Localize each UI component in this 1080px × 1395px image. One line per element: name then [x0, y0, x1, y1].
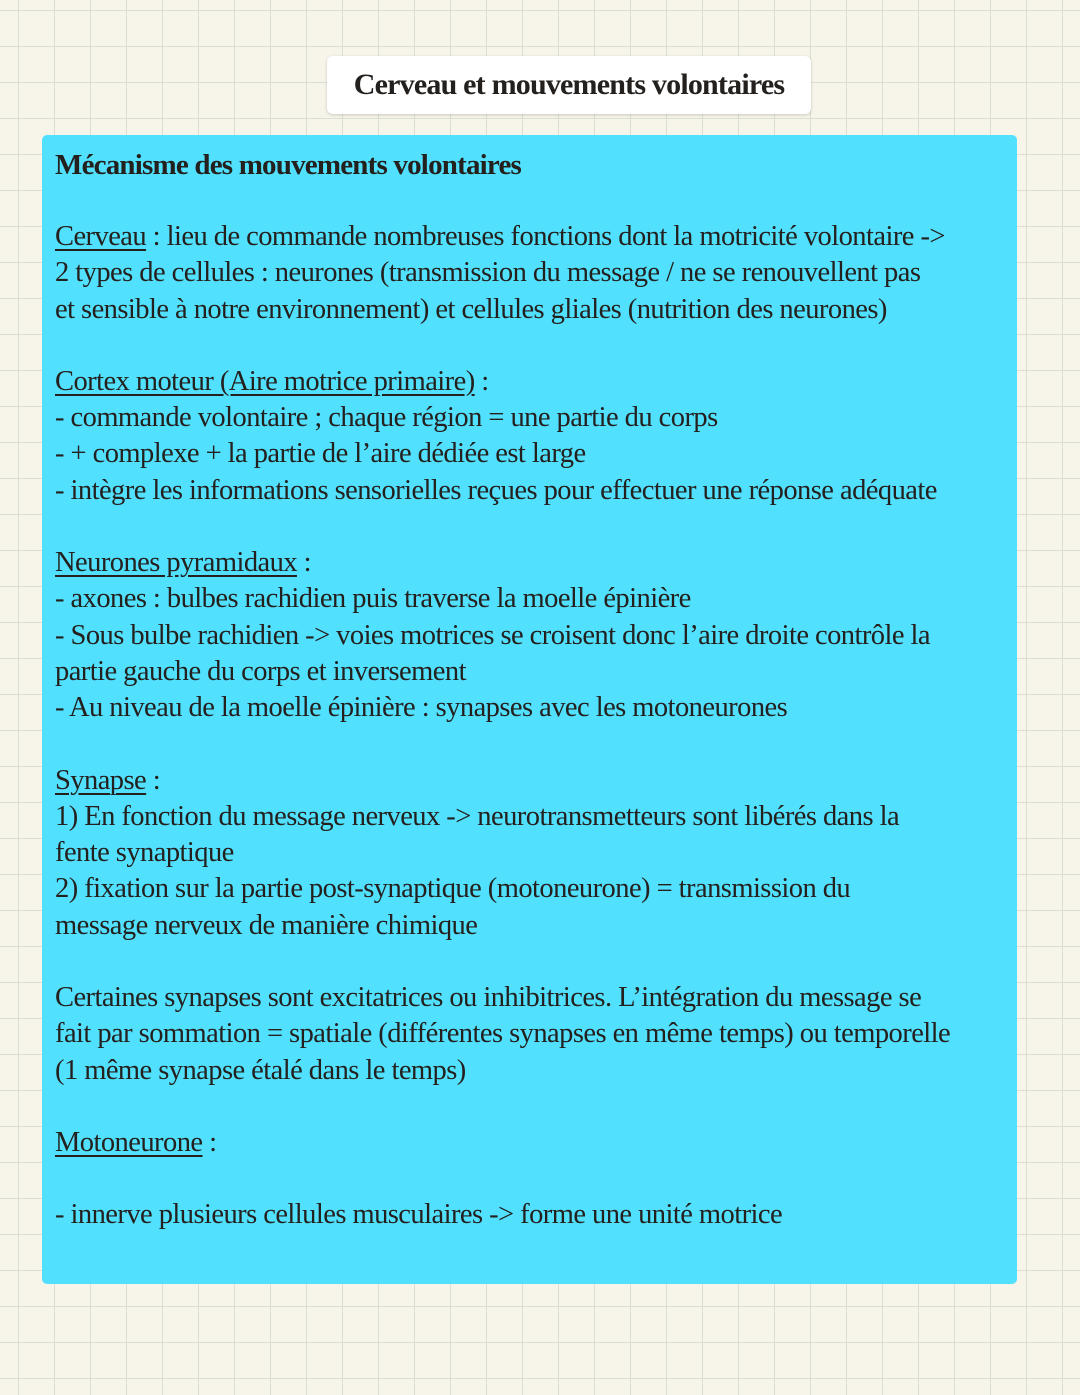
cortex-item: - + complexe + la partie de l’aire dédiée est large: [55, 438, 586, 470]
synapse-item: 1) En fonction du message nerveux -> neurotransmetteurs sont libérés dans la: [55, 800, 900, 832]
title-box: [327, 56, 811, 114]
section-neurones-pyramidaux: [55, 545, 1005, 726]
content-card: [42, 135, 1017, 1284]
cerveau-line-3: et sensible à notre environnement) et cellules gliales (nutrition des neurones): [55, 293, 887, 325]
synapse-item: message nerveux de manière chimique: [55, 909, 478, 941]
integration-line: Certaines synapses sont excitatrices ou inhibitrices. L’intégration du message se: [55, 982, 922, 1014]
motoneurone-sep: :: [202, 1126, 217, 1158]
cerveau-sep: :: [146, 221, 167, 252]
neurones-sep: :: [297, 547, 311, 579]
section-cerveau: [55, 219, 1005, 328]
integration-line: (1 même synapse étalé dans le temps): [55, 1054, 466, 1086]
cerveau-line-1-text: lieu de commande nombreuses fonctions dont la motricité volontaire ->: [166, 221, 945, 252]
section-synapse: [55, 763, 1005, 944]
cortex-heading: [55, 364, 1005, 400]
motoneurone-item: - innerve plusieurs cellules musculaires -> forme une unité motrice: [55, 1199, 783, 1231]
cortex-item: - intègre les informations sensorielles reçues pour effectuer une réponse adéquate: [55, 474, 937, 506]
motoneurone-heading: [55, 1125, 1005, 1161]
section-motoneurone: [55, 1125, 1005, 1234]
cortex-item: - commande volontaire ; chaque région = une partie du corps: [55, 402, 718, 434]
cerveau-line-2: 2 types de cellules : neurones (transmission du message / ne se renouvellent pas: [55, 257, 921, 289]
neurones-heading: [55, 545, 1005, 581]
cerveau-line-1: [55, 219, 1005, 255]
synapse-heading: [55, 763, 1005, 799]
integration-line: fait par sommation = spatiale (différentes synapses en même temps) ou temporelle: [55, 1018, 951, 1050]
cortex-label: Cortex moteur (Aire motrice primaire): [55, 365, 475, 397]
synapse-sep: :: [146, 764, 161, 796]
page-title: Cerveau et mouvements volontaires: [353, 68, 785, 101]
neurones-item: partie gauche du corps et inversement: [55, 655, 466, 687]
cortex-sep: :: [474, 365, 489, 397]
cerveau-label: Cerveau: [55, 221, 147, 252]
neurones-item: - Sous bulbe rachidien -> voies motrices se croisent donc l’aire droite contrôle la: [55, 619, 931, 651]
motoneurone-label: Motoneurone: [55, 1126, 203, 1158]
card-heading: Mécanisme des mouvements volontaires: [55, 149, 522, 181]
section-cortex: [55, 364, 1005, 509]
section-integration: [55, 980, 1005, 1089]
neurones-item: - axones : bulbes rachidien puis traverse la moelle épinière: [55, 583, 691, 615]
synapse-item: 2) fixation sur la partie post-synaptique (motoneurone) = transmission du: [55, 873, 851, 905]
neurones-item: - Au niveau de la moelle épinière : synapses avec les motoneurones: [55, 692, 788, 724]
synapse-label: Synapse: [55, 764, 147, 796]
motoneurone-spacer: [55, 1161, 1005, 1197]
synapse-item: fente synaptique: [55, 837, 234, 869]
neurones-label: Neurones pyramidaux: [55, 547, 298, 579]
